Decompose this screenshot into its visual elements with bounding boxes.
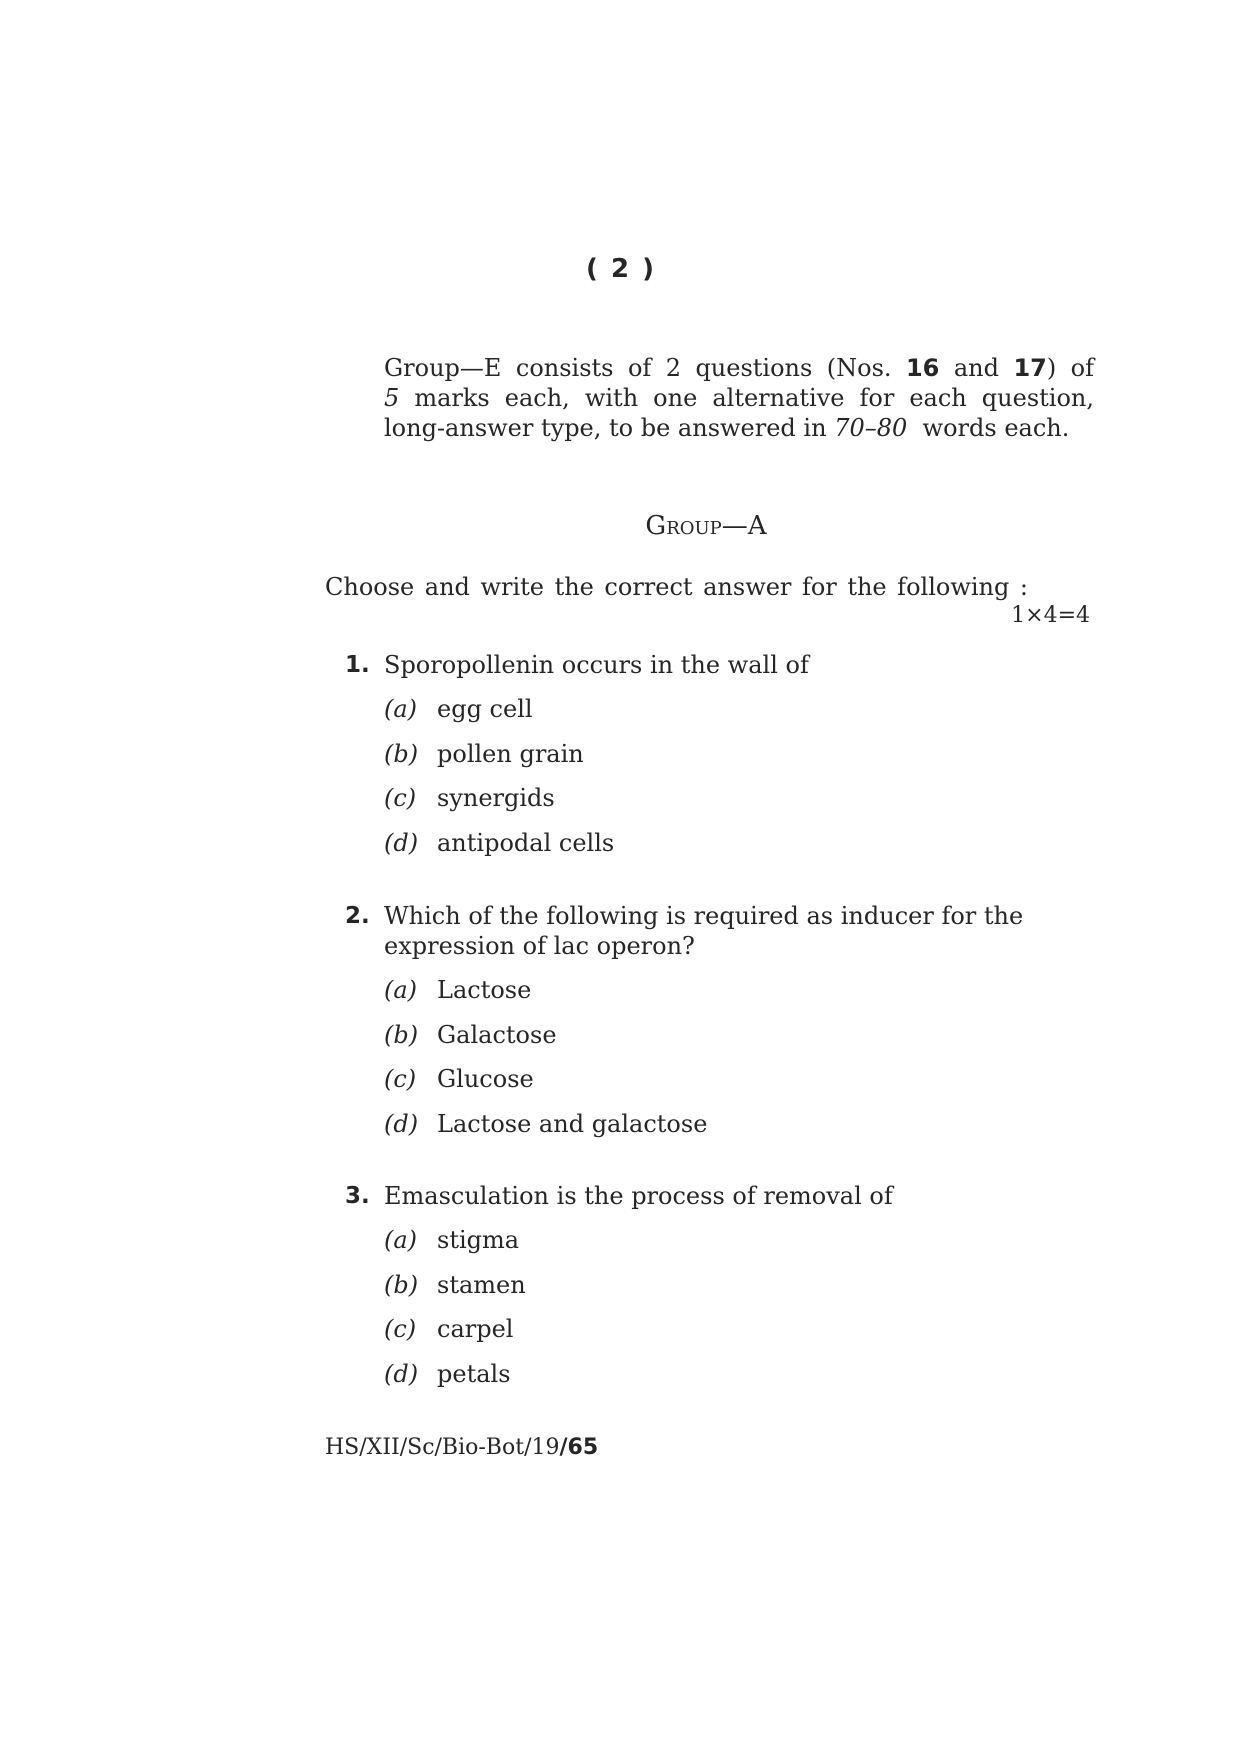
option-label: (a): [384, 695, 418, 723]
option-b: [384, 1020, 557, 1050]
paper-code-footer: [325, 1434, 598, 1462]
option-text: carpel: [437, 1315, 514, 1343]
option-c: [384, 1314, 513, 1344]
option-label: (b): [384, 740, 419, 768]
question-number-ref: 16: [905, 354, 940, 382]
question-text: Emasculation is the process of removal of: [384, 1182, 893, 1210]
option-c: [384, 1064, 534, 1094]
option-d: [384, 828, 614, 858]
marks-value: 5: [384, 384, 400, 412]
option-a: [384, 1225, 519, 1255]
intro-line-1: [384, 353, 1094, 383]
question-number: 3.: [345, 1183, 370, 1209]
option-text: stamen: [437, 1271, 526, 1299]
option-text: Lactose and galactose: [437, 1110, 708, 1138]
option-text: synergids: [437, 784, 555, 812]
option-b: [384, 739, 584, 769]
option-label: (d): [384, 1110, 419, 1138]
question-number-ref: 17: [1013, 354, 1047, 382]
total-pages: /65: [559, 1435, 599, 1460]
page-number: ( 2 ): [586, 254, 656, 284]
intro-text: words each.: [922, 414, 1070, 442]
option-label: (d): [384, 829, 419, 857]
option-label: (a): [384, 976, 418, 1004]
question-text: Sporopollenin occurs in the wall of: [384, 651, 809, 679]
option-label: (b): [384, 1021, 419, 1049]
option-c: [384, 783, 555, 813]
group-e-description: [384, 353, 1094, 443]
option-text: egg cell: [437, 695, 533, 723]
option-text: Glucose: [437, 1065, 534, 1093]
intro-text: ) of: [1046, 354, 1094, 382]
intro-text: Group—E consists of 2 questions (Nos.: [384, 354, 892, 382]
word-range: 70–80: [834, 414, 908, 442]
option-label: (b): [384, 1271, 419, 1299]
option-text: antipodal cells: [437, 829, 615, 857]
option-d: [384, 1359, 511, 1389]
paper-code: HS/XII/Sc/Bio-Bot/19: [325, 1435, 560, 1460]
option-text: Galactose: [437, 1021, 557, 1049]
intro-line-2: [384, 383, 1094, 413]
question-text: Which of the following is required as inducer for the expression of lac operon?: [384, 902, 1024, 960]
marks-allocation: 1×4=4: [1011, 603, 1090, 628]
option-text: stigma: [437, 1226, 520, 1254]
option-label: (c): [384, 1065, 417, 1093]
intro-text: and: [953, 354, 999, 382]
intro-text: marks each, with one alternative for each question,: [414, 384, 1094, 412]
option-a: [384, 975, 531, 1005]
option-label: (c): [384, 1315, 417, 1343]
option-label: (c): [384, 784, 417, 812]
option-label: (d): [384, 1360, 419, 1388]
intro-text: long-answer type, to be answered in: [384, 414, 827, 442]
option-text: petals: [437, 1360, 511, 1388]
instruction-text: Choose and write the correct answer for the following :: [325, 573, 1028, 601]
group-heading: Group—A: [645, 511, 767, 541]
question-number: 1.: [345, 652, 370, 678]
option-label: (a): [384, 1226, 418, 1254]
intro-line-3: [384, 413, 1094, 443]
option-d: [384, 1109, 707, 1139]
option-text: pollen grain: [437, 740, 584, 768]
option-b: [384, 1270, 526, 1300]
option-a: [384, 694, 533, 724]
option-text: Lactose: [437, 976, 532, 1004]
question-number: 2.: [345, 903, 370, 929]
